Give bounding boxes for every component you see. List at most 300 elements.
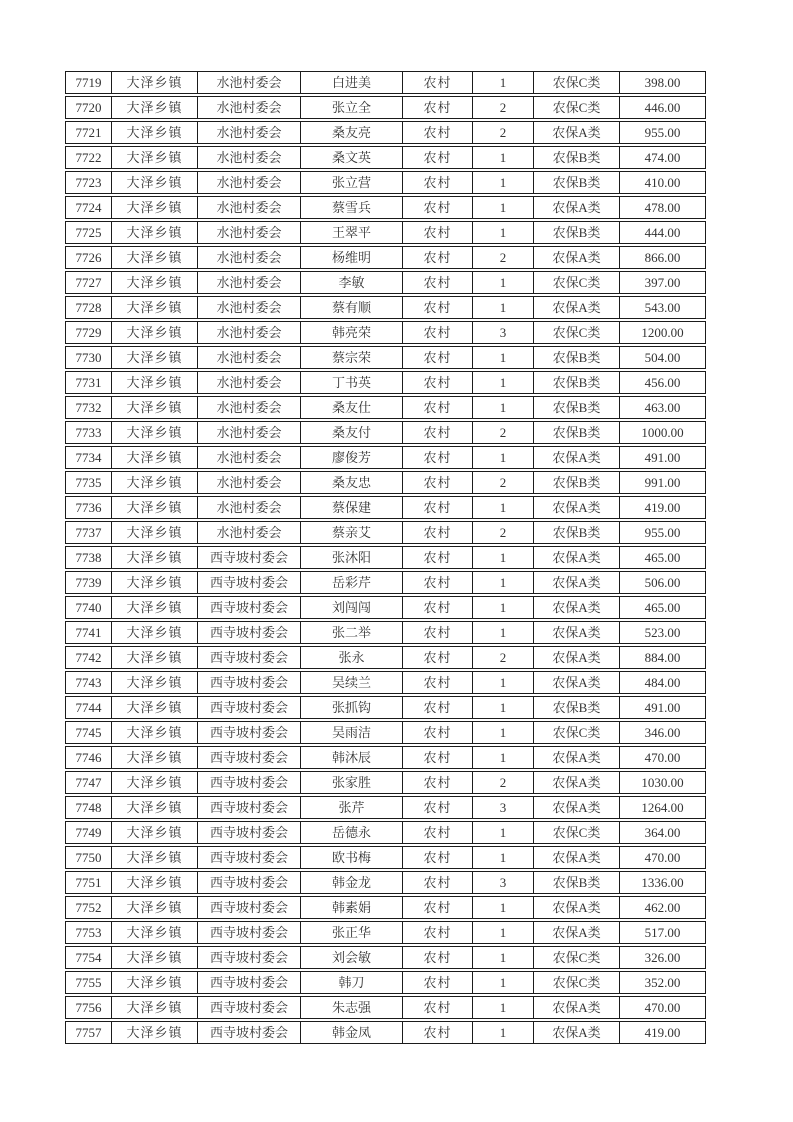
cell-name: 刘闯闯	[300, 597, 402, 618]
cell-residence_type: 农村	[402, 597, 472, 618]
cell-name: 吴雨洁	[300, 722, 402, 743]
cell-village_committee: 西寺坡村委会	[197, 897, 300, 918]
cell-amount: 1264.00	[619, 797, 705, 818]
cell-residence_type: 农村	[402, 547, 472, 568]
cell-amount: 410.00	[619, 172, 705, 193]
cell-seq: 7735	[75, 474, 102, 490]
cell-residence_type: 农村	[402, 847, 472, 868]
cell-insurance_category: 农保B类	[533, 372, 619, 393]
cell-name: 朱志强	[300, 997, 402, 1018]
cell-name: 岳彩芹	[300, 572, 402, 593]
cell-amount: 484.00	[619, 672, 705, 693]
cell-amount: 543.00	[619, 297, 705, 318]
cell-amount: 955.00	[619, 522, 705, 543]
cell-insurance_category: 农保C类	[533, 72, 619, 93]
cell-person_count: 1	[472, 697, 533, 718]
cell-seq: 7725	[75, 224, 102, 240]
cell-township: 大泽乡镇	[111, 297, 197, 318]
cell-name: 桑友忠	[300, 472, 402, 493]
table-row	[65, 446, 706, 469]
cell-township: 大泽乡镇	[111, 372, 197, 393]
cell-seq: 7726	[75, 249, 102, 265]
table-row	[65, 221, 706, 244]
cell-person_count: 2	[472, 472, 533, 493]
cell-residence_type: 农村	[402, 1022, 472, 1043]
cell-village_committee: 水池村委会	[197, 272, 300, 293]
cell-residence_type: 农村	[402, 522, 472, 543]
cell-seq: 7749	[75, 824, 102, 840]
cell-village_committee: 西寺坡村委会	[197, 972, 300, 993]
table-row	[65, 146, 706, 169]
cell-insurance_category: 农保A类	[533, 847, 619, 868]
cell-person_count: 1	[472, 72, 533, 93]
cell-insurance_category: 农保C类	[533, 322, 619, 343]
cell-amount: 1000.00	[619, 422, 705, 443]
cell-person_count: 1	[472, 997, 533, 1018]
cell-name: 韩金凤	[300, 1022, 402, 1043]
cell-person_count: 1	[472, 347, 533, 368]
cell-person_count: 1	[472, 747, 533, 768]
cell-seq: 7728	[75, 299, 102, 315]
cell-person_count: 2	[472, 422, 533, 443]
cell-residence_type: 农村	[402, 772, 472, 793]
cell-seq: 7739	[75, 574, 102, 590]
table-row	[65, 271, 706, 294]
table-row	[65, 246, 706, 269]
cell-residence_type: 农村	[402, 972, 472, 993]
table-row	[65, 696, 706, 719]
cell-seq: 7732	[75, 399, 102, 415]
cell-name: 韩沐辰	[300, 747, 402, 768]
cell-residence_type: 农村	[402, 147, 472, 168]
table-row	[65, 646, 706, 669]
cell-village_committee: 西寺坡村委会	[197, 872, 300, 893]
table-row	[65, 421, 706, 444]
table-row	[65, 996, 706, 1019]
cell-village_committee: 西寺坡村委会	[197, 922, 300, 943]
cell-residence_type: 农村	[402, 872, 472, 893]
cell-name: 张立营	[300, 172, 402, 193]
cell-village_committee: 水池村委会	[197, 447, 300, 468]
cell-township: 大泽乡镇	[111, 72, 197, 93]
cell-seq: 7731	[75, 374, 102, 390]
cell-residence_type: 农村	[402, 172, 472, 193]
cell-amount: 474.00	[619, 147, 705, 168]
cell-amount: 463.00	[619, 397, 705, 418]
cell-residence_type: 农村	[402, 372, 472, 393]
cell-village_committee: 水池村委会	[197, 472, 300, 493]
table-row	[65, 71, 706, 94]
records-table	[65, 71, 706, 1046]
cell-seq: 7737	[75, 524, 102, 540]
cell-name: 蔡保建	[300, 497, 402, 518]
cell-amount: 517.00	[619, 922, 705, 943]
cell-name: 韩素娟	[300, 897, 402, 918]
cell-person_count: 1	[472, 372, 533, 393]
cell-insurance_category: 农保B类	[533, 472, 619, 493]
cell-amount: 398.00	[619, 72, 705, 93]
table-row	[65, 721, 706, 744]
cell-name: 王翠平	[300, 222, 402, 243]
cell-amount: 465.00	[619, 597, 705, 618]
cell-name: 张家胜	[300, 772, 402, 793]
cell-township: 大泽乡镇	[111, 522, 197, 543]
cell-amount: 866.00	[619, 247, 705, 268]
cell-seq: 7748	[75, 799, 102, 815]
cell-amount: 444.00	[619, 222, 705, 243]
cell-name: 张芹	[300, 797, 402, 818]
cell-name: 桑友仕	[300, 397, 402, 418]
cell-village_committee: 水池村委会	[197, 397, 300, 418]
cell-insurance_category: 农保A类	[533, 922, 619, 943]
table-row	[65, 1021, 706, 1044]
table-row	[65, 321, 706, 344]
cell-seq: 7754	[75, 949, 102, 965]
cell-village_committee: 水池村委会	[197, 72, 300, 93]
cell-seq: 7720	[75, 99, 102, 115]
cell-name: 张沐阳	[300, 547, 402, 568]
cell-township: 大泽乡镇	[111, 422, 197, 443]
cell-name: 丁书英	[300, 372, 402, 393]
cell-residence_type: 农村	[402, 647, 472, 668]
cell-person_count: 1	[472, 622, 533, 643]
cell-insurance_category: 农保B类	[533, 872, 619, 893]
cell-amount: 326.00	[619, 947, 705, 968]
cell-name: 韩金龙	[300, 872, 402, 893]
cell-seq: 7733	[75, 424, 102, 440]
cell-amount: 478.00	[619, 197, 705, 218]
table-row	[65, 171, 706, 194]
cell-seq: 7755	[75, 974, 102, 990]
table-row	[65, 496, 706, 519]
table-row	[65, 521, 706, 544]
cell-residence_type: 农村	[402, 472, 472, 493]
cell-name: 李敏	[300, 272, 402, 293]
cell-person_count: 2	[472, 772, 533, 793]
cell-village_committee: 西寺坡村委会	[197, 847, 300, 868]
cell-township: 大泽乡镇	[111, 122, 197, 143]
cell-person_count: 1	[472, 672, 533, 693]
cell-insurance_category: 农保A类	[533, 897, 619, 918]
cell-person_count: 1	[472, 222, 533, 243]
table-row	[65, 396, 706, 419]
cell-village_committee: 水池村委会	[197, 147, 300, 168]
cell-village_committee: 水池村委会	[197, 122, 300, 143]
cell-residence_type: 农村	[402, 247, 472, 268]
cell-name: 蔡雪兵	[300, 197, 402, 218]
cell-amount: 1030.00	[619, 772, 705, 793]
cell-residence_type: 农村	[402, 72, 472, 93]
cell-residence_type: 农村	[402, 572, 472, 593]
cell-insurance_category: 农保A类	[533, 1022, 619, 1043]
cell-village_committee: 西寺坡村委会	[197, 672, 300, 693]
cell-insurance_category: 农保A类	[533, 122, 619, 143]
cell-village_committee: 西寺坡村委会	[197, 1022, 300, 1043]
cell-insurance_category: 农保B类	[533, 697, 619, 718]
cell-seq: 7721	[75, 124, 102, 140]
cell-township: 大泽乡镇	[111, 447, 197, 468]
cell-insurance_category: 农保B类	[533, 222, 619, 243]
cell-seq: 7757	[75, 1024, 102, 1040]
cell-insurance_category: 农保B类	[533, 422, 619, 443]
cell-person_count: 1	[472, 147, 533, 168]
table-row	[65, 871, 706, 894]
table-row	[65, 771, 706, 794]
cell-village_committee: 西寺坡村委会	[197, 547, 300, 568]
cell-amount: 491.00	[619, 697, 705, 718]
cell-person_count: 1	[472, 547, 533, 568]
cell-village_committee: 水池村委会	[197, 222, 300, 243]
cell-amount: 470.00	[619, 747, 705, 768]
cell-township: 大泽乡镇	[111, 572, 197, 593]
cell-village_committee: 西寺坡村委会	[197, 997, 300, 1018]
cell-village_committee: 西寺坡村委会	[197, 697, 300, 718]
cell-name: 欧书梅	[300, 847, 402, 868]
cell-village_committee: 西寺坡村委会	[197, 597, 300, 618]
cell-name: 刘会敏	[300, 947, 402, 968]
cell-seq: 7744	[75, 699, 102, 715]
cell-amount: 419.00	[619, 1022, 705, 1043]
cell-township: 大泽乡镇	[111, 272, 197, 293]
cell-person_count: 1	[472, 497, 533, 518]
cell-name: 杨维明	[300, 247, 402, 268]
cell-seq: 7729	[75, 324, 102, 340]
cell-seq: 7740	[75, 599, 102, 615]
cell-village_committee: 水池村委会	[197, 522, 300, 543]
cell-seq: 7745	[75, 724, 102, 740]
cell-person_count: 3	[472, 322, 533, 343]
cell-name: 桑文英	[300, 147, 402, 168]
cell-seq: 7727	[75, 274, 102, 290]
cell-residence_type: 农村	[402, 347, 472, 368]
cell-person_count: 1	[472, 297, 533, 318]
cell-person_count: 1	[472, 272, 533, 293]
cell-township: 大泽乡镇	[111, 472, 197, 493]
cell-insurance_category: 农保A类	[533, 672, 619, 693]
cell-township: 大泽乡镇	[111, 497, 197, 518]
cell-township: 大泽乡镇	[111, 947, 197, 968]
cell-name: 岳德永	[300, 822, 402, 843]
cell-person_count: 1	[472, 922, 533, 943]
cell-residence_type: 农村	[402, 797, 472, 818]
cell-person_count: 2	[472, 247, 533, 268]
cell-insurance_category: 农保A类	[533, 197, 619, 218]
cell-insurance_category: 农保A类	[533, 572, 619, 593]
cell-amount: 352.00	[619, 972, 705, 993]
table-row	[65, 371, 706, 394]
cell-name: 桑友付	[300, 422, 402, 443]
cell-insurance_category: 农保C类	[533, 272, 619, 293]
cell-insurance_category: 农保A类	[533, 447, 619, 468]
cell-village_committee: 西寺坡村委会	[197, 747, 300, 768]
cell-township: 大泽乡镇	[111, 797, 197, 818]
cell-name: 廖俊芳	[300, 447, 402, 468]
cell-village_committee: 西寺坡村委会	[197, 822, 300, 843]
cell-person_count: 1	[472, 1022, 533, 1043]
cell-person_count: 1	[472, 947, 533, 968]
cell-township: 大泽乡镇	[111, 347, 197, 368]
cell-seq: 7738	[75, 549, 102, 565]
cell-name: 张抓钩	[300, 697, 402, 718]
cell-insurance_category: 农保A类	[533, 772, 619, 793]
cell-name: 蔡亲艾	[300, 522, 402, 543]
cell-insurance_category: 农保C类	[533, 947, 619, 968]
cell-amount: 884.00	[619, 647, 705, 668]
cell-insurance_category: 农保A类	[533, 997, 619, 1018]
cell-township: 大泽乡镇	[111, 322, 197, 343]
cell-insurance_category: 农保B类	[533, 147, 619, 168]
cell-amount: 456.00	[619, 372, 705, 393]
table-row	[65, 96, 706, 119]
cell-residence_type: 农村	[402, 297, 472, 318]
cell-township: 大泽乡镇	[111, 747, 197, 768]
cell-person_count: 1	[472, 447, 533, 468]
cell-village_committee: 水池村委会	[197, 322, 300, 343]
cell-insurance_category: 农保A类	[533, 622, 619, 643]
cell-village_committee: 水池村委会	[197, 497, 300, 518]
table-row	[65, 746, 706, 769]
cell-insurance_category: 农保C类	[533, 722, 619, 743]
cell-amount: 955.00	[619, 122, 705, 143]
cell-person_count: 1	[472, 572, 533, 593]
cell-seq: 7746	[75, 749, 102, 765]
cell-township: 大泽乡镇	[111, 872, 197, 893]
cell-township: 大泽乡镇	[111, 397, 197, 418]
cell-seq: 7756	[75, 999, 102, 1015]
table-row	[65, 471, 706, 494]
cell-township: 大泽乡镇	[111, 697, 197, 718]
cell-township: 大泽乡镇	[111, 772, 197, 793]
cell-insurance_category: 农保B类	[533, 397, 619, 418]
cell-township: 大泽乡镇	[111, 722, 197, 743]
cell-residence_type: 农村	[402, 97, 472, 118]
cell-township: 大泽乡镇	[111, 897, 197, 918]
cell-seq: 7753	[75, 924, 102, 940]
cell-insurance_category: 农保A类	[533, 747, 619, 768]
cell-name: 蔡宗荣	[300, 347, 402, 368]
cell-seq: 7722	[75, 149, 102, 165]
cell-insurance_category: 农保C类	[533, 97, 619, 118]
cell-person_count: 2	[472, 97, 533, 118]
cell-name: 蔡有顺	[300, 297, 402, 318]
cell-seq: 7743	[75, 674, 102, 690]
cell-township: 大泽乡镇	[111, 222, 197, 243]
cell-residence_type: 农村	[402, 697, 472, 718]
cell-residence_type: 农村	[402, 197, 472, 218]
cell-amount: 465.00	[619, 547, 705, 568]
cell-person_count: 1	[472, 972, 533, 993]
cell-residence_type: 农村	[402, 397, 472, 418]
cell-village_committee: 水池村委会	[197, 172, 300, 193]
cell-seq: 7742	[75, 649, 102, 665]
cell-insurance_category: 农保A类	[533, 597, 619, 618]
cell-village_committee: 西寺坡村委会	[197, 797, 300, 818]
cell-township: 大泽乡镇	[111, 822, 197, 843]
cell-name: 桑友亮	[300, 122, 402, 143]
cell-village_committee: 水池村委会	[197, 422, 300, 443]
cell-village_committee: 水池村委会	[197, 197, 300, 218]
cell-insurance_category: 农保B类	[533, 172, 619, 193]
cell-amount: 397.00	[619, 272, 705, 293]
cell-amount: 346.00	[619, 722, 705, 743]
cell-residence_type: 农村	[402, 922, 472, 943]
cell-amount: 446.00	[619, 97, 705, 118]
cell-insurance_category: 农保B类	[533, 522, 619, 543]
cell-township: 大泽乡镇	[111, 672, 197, 693]
cell-amount: 462.00	[619, 897, 705, 918]
cell-residence_type: 农村	[402, 897, 472, 918]
cell-insurance_category: 农保A类	[533, 497, 619, 518]
cell-township: 大泽乡镇	[111, 622, 197, 643]
cell-village_committee: 西寺坡村委会	[197, 947, 300, 968]
cell-village_committee: 西寺坡村委会	[197, 647, 300, 668]
cell-insurance_category: 农保C类	[533, 972, 619, 993]
cell-amount: 419.00	[619, 497, 705, 518]
table-row	[65, 971, 706, 994]
cell-township: 大泽乡镇	[111, 922, 197, 943]
table-row	[65, 596, 706, 619]
cell-insurance_category: 农保C类	[533, 822, 619, 843]
cell-person_count: 1	[472, 897, 533, 918]
cell-seq: 7747	[75, 774, 102, 790]
cell-residence_type: 农村	[402, 622, 472, 643]
cell-residence_type: 农村	[402, 947, 472, 968]
cell-township: 大泽乡镇	[111, 972, 197, 993]
cell-village_committee: 西寺坡村委会	[197, 622, 300, 643]
cell-residence_type: 农村	[402, 122, 472, 143]
cell-insurance_category: 农保A类	[533, 547, 619, 568]
cell-person_count: 1	[472, 197, 533, 218]
cell-village_committee: 水池村委会	[197, 97, 300, 118]
table-row	[65, 671, 706, 694]
table-row	[65, 896, 706, 919]
cell-village_committee: 西寺坡村委会	[197, 772, 300, 793]
cell-person_count: 2	[472, 122, 533, 143]
cell-seq: 7752	[75, 899, 102, 915]
cell-name: 白进美	[300, 72, 402, 93]
cell-insurance_category: 农保B类	[533, 347, 619, 368]
cell-name: 张正华	[300, 922, 402, 943]
cell-residence_type: 农村	[402, 272, 472, 293]
cell-amount: 470.00	[619, 997, 705, 1018]
cell-township: 大泽乡镇	[111, 97, 197, 118]
cell-amount: 491.00	[619, 447, 705, 468]
cell-residence_type: 农村	[402, 422, 472, 443]
cell-residence_type: 农村	[402, 322, 472, 343]
cell-seq: 7750	[75, 849, 102, 865]
cell-seq: 7723	[75, 174, 102, 190]
cell-person_count: 3	[472, 872, 533, 893]
cell-township: 大泽乡镇	[111, 647, 197, 668]
cell-seq: 7751	[75, 874, 102, 890]
cell-residence_type: 农村	[402, 672, 472, 693]
cell-seq: 7719	[75, 74, 102, 90]
cell-township: 大泽乡镇	[111, 997, 197, 1018]
cell-village_committee: 西寺坡村委会	[197, 722, 300, 743]
cell-person_count: 1	[472, 847, 533, 868]
cell-name: 韩刀	[300, 972, 402, 993]
cell-township: 大泽乡镇	[111, 847, 197, 868]
cell-village_committee: 水池村委会	[197, 297, 300, 318]
table-row	[65, 121, 706, 144]
cell-insurance_category: 农保A类	[533, 647, 619, 668]
cell-amount: 523.00	[619, 622, 705, 643]
cell-residence_type: 农村	[402, 722, 472, 743]
table-row	[65, 621, 706, 644]
cell-seq: 7734	[75, 449, 102, 465]
cell-township: 大泽乡镇	[111, 1022, 197, 1043]
cell-residence_type: 农村	[402, 447, 472, 468]
